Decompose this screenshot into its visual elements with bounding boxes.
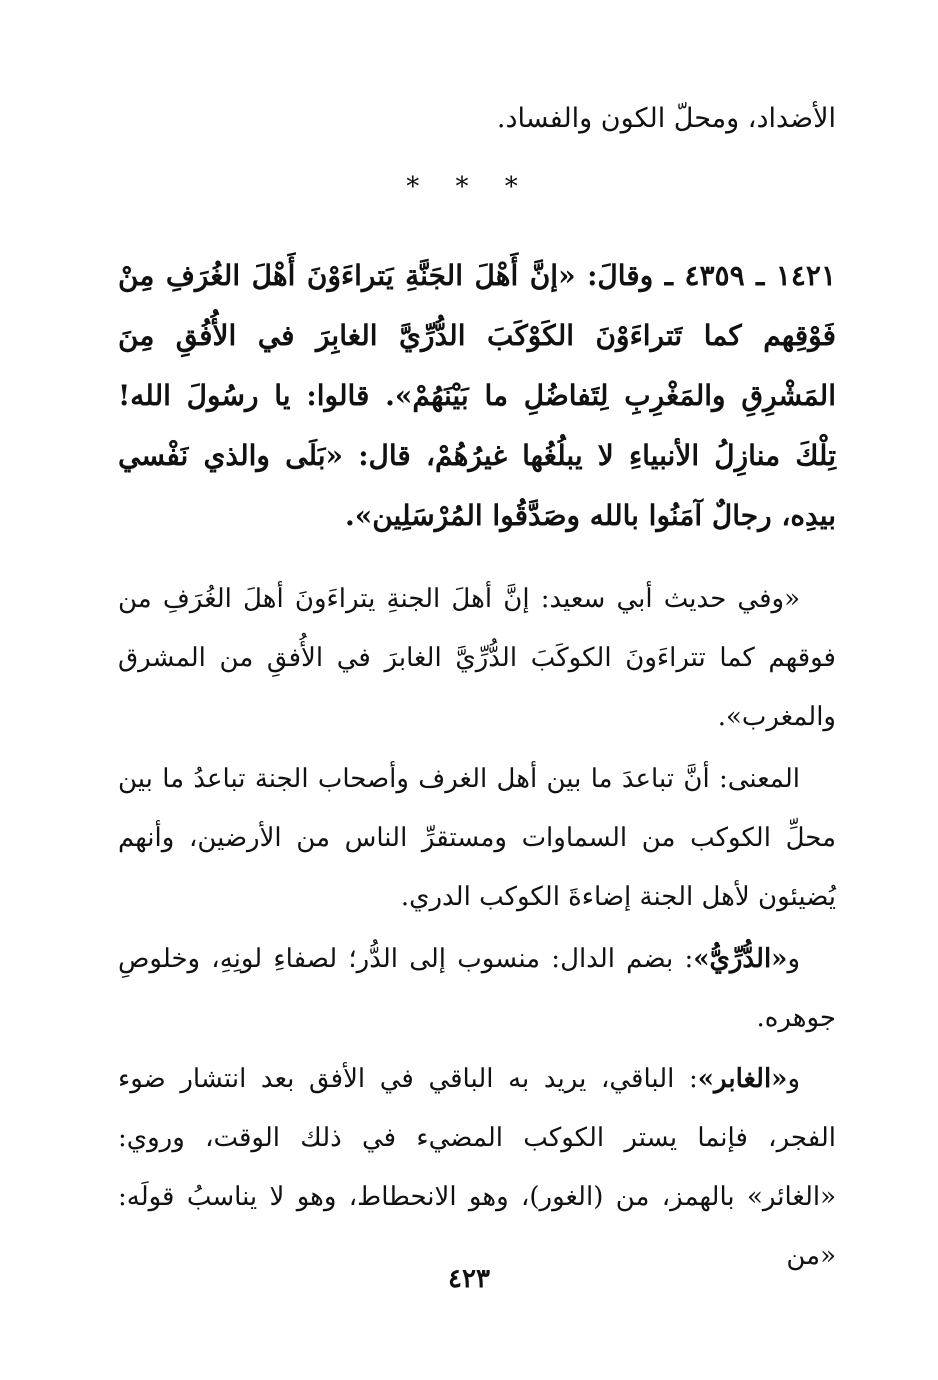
section-separator: * * * [406, 172, 532, 202]
commentary-paragraph-1: «وفي حديث أبي سعيد: إنَّ أهلَ الجنةِ يتراءَونَ أهلَ الغُرَفِ من فوقهم كما تتراءَونَ الكوكَبَ الدُّرِّيَّ الغابرَ في الأُفقِ من المشرق والمغرب». [118, 584, 836, 732]
term-definition: : بضم الدال: منسوب إلى الدُّر؛ لصفاءِ لونِهِ، وخلوصِ جوهره. [118, 944, 836, 1033]
defined-term: «الدُّرِّيُّ» [693, 944, 788, 974]
hadith-paragraph: ١٤٢١ ـ ٤٣٥٩ ـ وقالَ: «إنَّ أَهْلَ الجَنَّةِ يَتراءَوْنَ أَهْلَ الغُرَفِ مِنْ فَوْقِهم كما تَتراءَوْنَ الكَوْكَبَ الدُّرِّيَّ الغابِرَ في الأُفُقِ مِنَ المَشْرِقِ والمَغْرِبِ لِتَفاضُلِ ما بَيْنَهُمْ». قالوا: يا رسُولَ الله! تِلْكَ منازِلُ الأنبياءِ لا يبلُغُها غيرُهُمْ، قال: «بَلَى والذي نَفْسي بيدِه، رجالٌ آمَنُوا بالله وصَدَّقُوا المُرْسَلِين». [118, 259, 836, 532]
term-definition: : الباقي، يريد به الباقي في الأفق بعد انتشار ضوء الفجر، فإنما يستر الكوكب المضيء في ذلك الوقت، وروي: «الغائر» بالهمز، من (الغور)، وهو الانحطاط، وهو لا يناسبُ قولَه: «من [118, 1064, 836, 1271]
defined-term: «الغابر» [697, 1064, 788, 1094]
term-prefix: و [787, 1064, 800, 1094]
term-prefix: و [787, 944, 800, 974]
commentary-paragraph-2: المعنى: أنَّ تباعدَ ما بين أهل الغرف وأصحاب الجنة تباعدُ ما بين محلِّ الكوكب من السماوات ومستقرِّ الناس من الأرضين، وأنهم يُضيئون لأهل الجنة إضاءةَ الكوكب الدري. [118, 764, 836, 912]
intro-line: الأضداد، ومحلّ الكون والفساد. [496, 103, 836, 134]
page-number: ٤٢٣ [448, 1264, 490, 1294]
commentary-paragraph-3 [118, 930, 836, 1048]
commentary-paragraph-4 [118, 1050, 836, 1286]
